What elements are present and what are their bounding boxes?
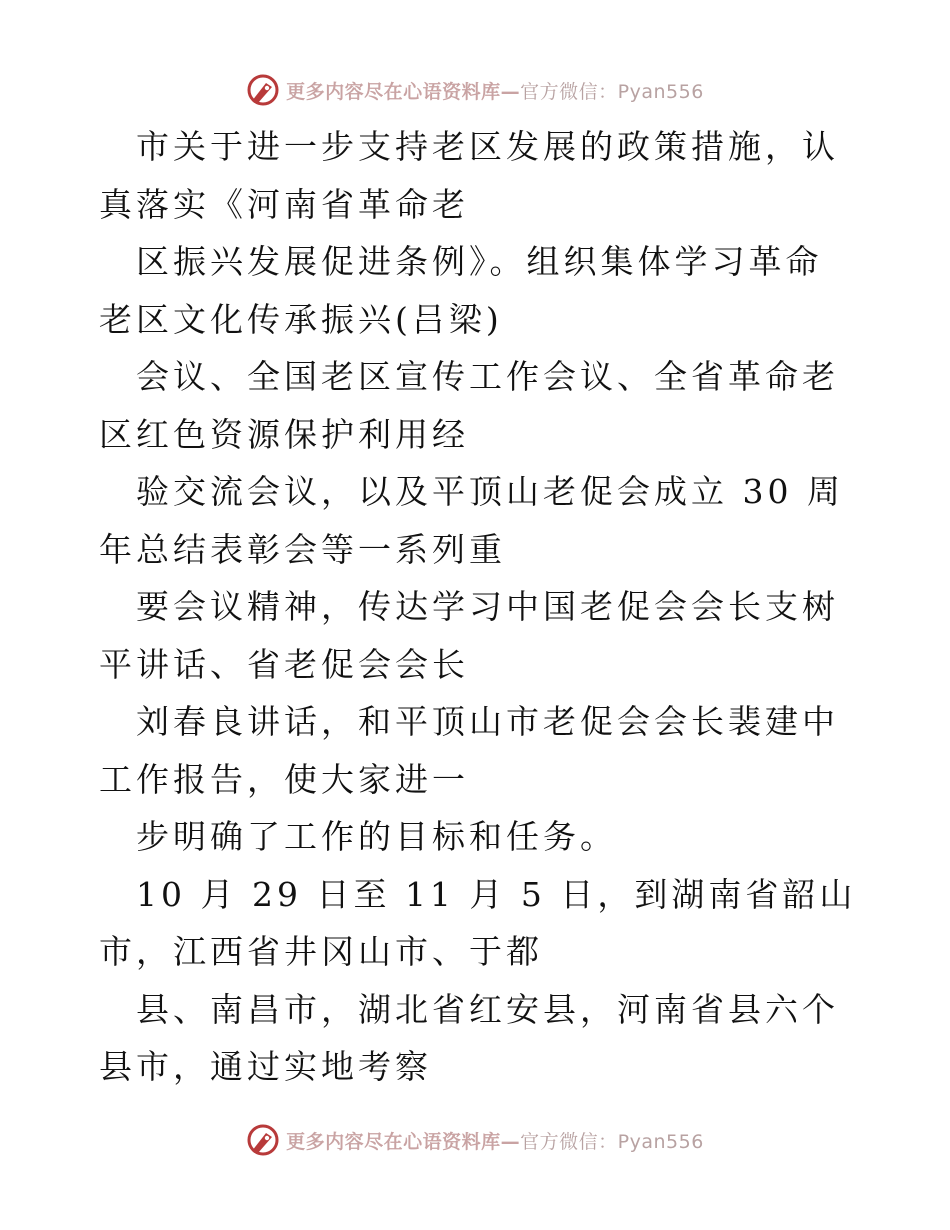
paragraph: 验交流会议，以及平顶山老促会成立 30 周年总结表彰会等一系列重: [99, 472, 844, 569]
document-body: [99, 118, 859, 1096]
paragraph: 会议、全国老区宣传工作会议、全省革命老区红色资源保护利用经: [99, 357, 839, 454]
paragraph: 步明确了工作的目标和任务。: [136, 817, 617, 856]
paragraph: 要会议精神，传达学习中国老促会会长支树平讲话、省老促会会长: [99, 587, 839, 684]
header-banner-text: 更多内容尽在心语资料库—官方微信：Pyan556: [286, 80, 704, 103]
paragraph: 刘春良讲话，和平顶山市老促会会长裴建中工作报告，使大家进一: [99, 702, 839, 799]
paragraph: 县、南昌市，湖北省红安县，河南省县六个县市，通过实地考察: [99, 989, 839, 1086]
footer-watermark-banner: [0, 1120, 950, 1160]
pen-nib-logo-icon: [246, 73, 280, 107]
paragraph: 10 月 29 日至 11 月 5 日，到湖南省韶山市，江西省井冈山市、于都: [99, 874, 857, 971]
paragraph: 区振兴发展促进条例》。组织集体学习革命老区文化传承振兴(吕梁): [99, 242, 823, 339]
header-watermark-banner: [0, 70, 950, 110]
paragraph: 市关于进一步支持老区发展的政策措施，认真落实《河南省革命老: [99, 127, 839, 224]
footer-banner-text: 更多内容尽在心语资料库—官方微信：Pyan556: [286, 1130, 704, 1153]
pen-nib-logo-icon: [246, 1123, 280, 1157]
